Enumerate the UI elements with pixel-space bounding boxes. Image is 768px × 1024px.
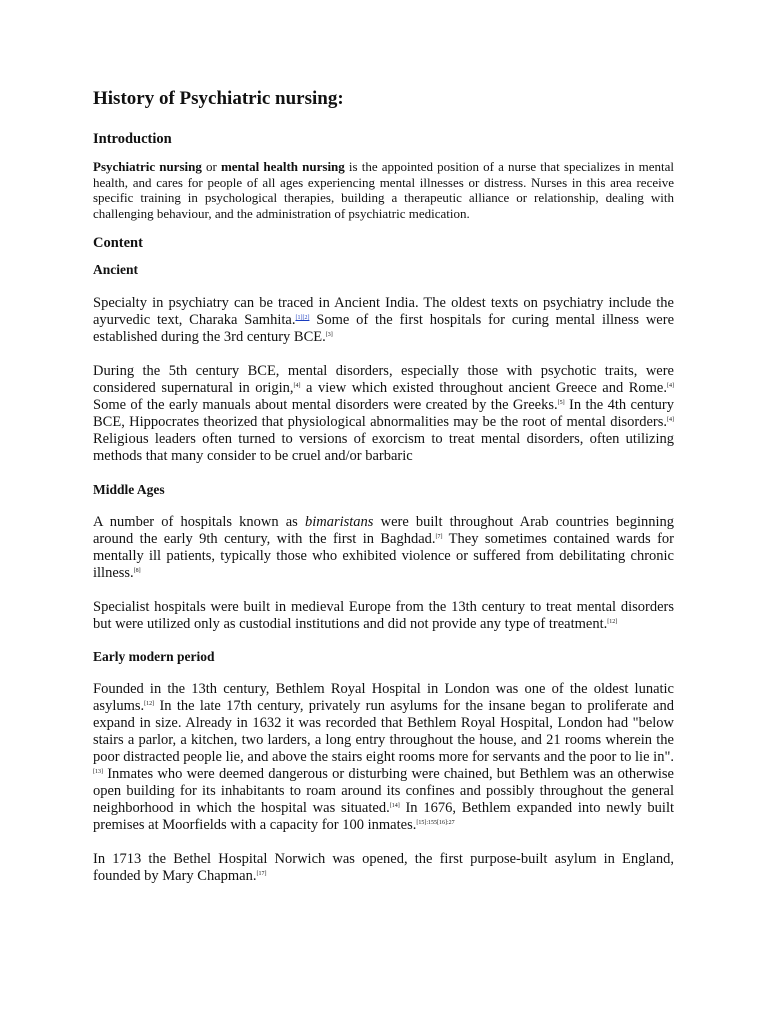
introduction-paragraph: [93, 159, 674, 221]
early-modern-paragraph-2: In 1713 the Bethel Hospital Norwich was opened, the first purpose-built asylum in England, founded by Mary Chapman.[17]: [93, 851, 674, 884]
page-title: History of Psychiatric nursing:: [93, 88, 344, 109]
term-psychiatric-nursing: Psychiatric nursing: [93, 159, 202, 174]
citation-link[interactable]: [1][2]: [295, 315, 310, 321]
ancient-paragraph-2: During the 5th century BCE, mental disorders, especially those with psychotic traits, were considered supernatural in origin,[4] a view which existed throughout ancient Greece and Rome.[4] Some of the early manuals about mental disorders were created by the Greeks.[5] In the 4th century BCE, Hippocrates theorized that physiological abnormalities may be the root of mental disorders.[4] Religious leaders often turned to versions of exorcism to treat mental disorders, often utilizing methods that many consider to be cruel and/or barbaric: [93, 363, 674, 464]
ancient-heading: Ancient: [93, 262, 138, 277]
citation: [7]: [435, 534, 443, 540]
early-modern-paragraph-1: Founded in the 13th century, Bethlem Royal Hospital in London was one of the oldest lunatic asylums.[12] In the late 17th century, privately run asylums for the insane began to proliferate and expand in size. Already in 1632 it was recorded that Bethlem Royal Hospital, London had "below stairs a parlor, a kitchen, two larders, a long entry throughout the house, and 21 rooms wherein the poor distracted people lie, and above the stairs eight rooms more for servants and the poor to lie in".[13] Inmates who were deemed dangerous or disturbing were chained, but Bethlem was an otherwise open building for its inhabitants to roam around its confines and possibly throughout the general neighborhood in which the hospital was situated.[14] In 1676, Bethlem expanded into newly built premises at Moorfields with a capacity for 100 inmates.$^{[15]:155[16]:27}$: [93, 681, 674, 833]
citation: [14]: [389, 803, 400, 809]
intro-text: is the appointed position of a nurse that specializes in mental health, and cares for people of all ages experiencing mental illnesses or distress. Nurses in this area receive specific training in psychological therapies, building a therapeutic alliance or relationship, dealing with challenging behaviour, and the administration of psychiatric medication.: [93, 159, 674, 221]
citation: [5]: [557, 400, 565, 406]
ancient-paragraph-1: Specialty in psychiatry can be traced in Ancient India. The oldest texts on psychiatry include the ayurvedic text, Charaka Samhita.[1][2] Some of the first hospitals for curing mental illness were established during the 3rd century BCE.[3]: [93, 295, 674, 345]
citation: [4]: [667, 383, 674, 389]
intro-or: or: [201, 159, 221, 174]
citation: [17]: [256, 871, 267, 877]
document-page: [93, 86, 674, 902]
citation: [15]:155[16]:27: [416, 820, 455, 826]
bimaristans-term: bimaristans: [304, 514, 374, 530]
citation: [4]: [293, 383, 301, 389]
citation: [12]: [144, 701, 155, 707]
middle-ages-paragraph-2: Specialist hospitals were built in medieval Europe from the 13th century to treat mental disorders but were utilized only as custodial institutions and did not provide any type of treatment.[12]: [93, 599, 674, 632]
citation: [3]: [325, 332, 333, 338]
term-mental-health-nursing: mental health nursing: [220, 159, 345, 174]
citation: [12]: [607, 619, 618, 625]
citation: [13]: [93, 769, 103, 775]
middle-ages-paragraph-1: A number of hospitals known as bimaristans were built throughout Arab countries beginning around the early 9th century, with the first in Baghdad.[7] They sometimes contained wards for mentally ill patients, typically those who exhibited violence or suffered from debilitating chronic illness.[8]: [93, 514, 674, 581]
citation: [4]: [667, 417, 674, 423]
citation: [8]: [133, 568, 141, 574]
introduction-heading: Introduction: [93, 131, 172, 147]
content-heading: Content: [93, 235, 143, 251]
middle-ages-heading: Middle Ages: [93, 482, 165, 497]
early-modern-heading: Early modern period: [93, 649, 215, 664]
